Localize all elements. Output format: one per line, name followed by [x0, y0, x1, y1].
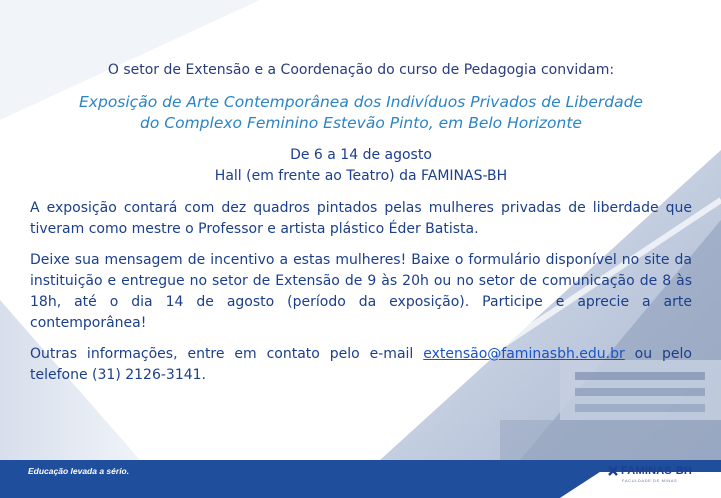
contact-prefix: Outras informações, entre em contato pelo e-mail	[30, 346, 424, 362]
paragraph-exhibition: A exposição contará com dez quadros pintados pelas mulheres privadas de liberdade que tiveram como mestre o Professor e artista plástico Éder Batista.	[30, 200, 692, 237]
contact-email-link[interactable]: extensão@faminasbh.edu.br	[423, 346, 625, 362]
invitation-content	[30, 60, 692, 386]
logo-cross-icon	[608, 466, 618, 476]
faminas-logo	[608, 465, 692, 477]
event-title	[30, 92, 692, 134]
paragraph-message: Deixe sua mensagem de incentivo a estas mulheres! Baixe o formulário disponível no site da instituição e entregue no setor de Extensão de 9 às 20h ou no setor de comunicação de 8 às 18h, até o dia 14 de agosto (período da exposição). Participe e aprecie a arte contemporânea!	[30, 252, 692, 331]
logo-subtext: FACULDADE DE MINAS	[622, 478, 678, 483]
event-when-where	[30, 145, 692, 187]
event-venue: Hall (em frente ao Teatro) da FAMINAS-BH	[214, 168, 508, 184]
event-title-line-1: Exposição de Arte Contemporânea dos Indivíduos Privados de Liberdade	[79, 93, 643, 111]
paragraph-contact	[30, 344, 692, 386]
contact-suffix: ou pelo telefone (31) 2126-3141.	[30, 346, 693, 383]
logo-text: FAMINAS-BH	[621, 465, 693, 477]
event-dates: De 6 a 14 de agosto	[290, 147, 432, 163]
event-title-line-2: do Complexo Feminino Estevão Pinto, em Belo Horizonte	[140, 114, 582, 132]
invite-line: O setor de Extensão e a Coordenação do curso de Pedagogia convidam:	[107, 62, 615, 78]
footer-tagline: Educação levada a sério.	[28, 466, 130, 476]
